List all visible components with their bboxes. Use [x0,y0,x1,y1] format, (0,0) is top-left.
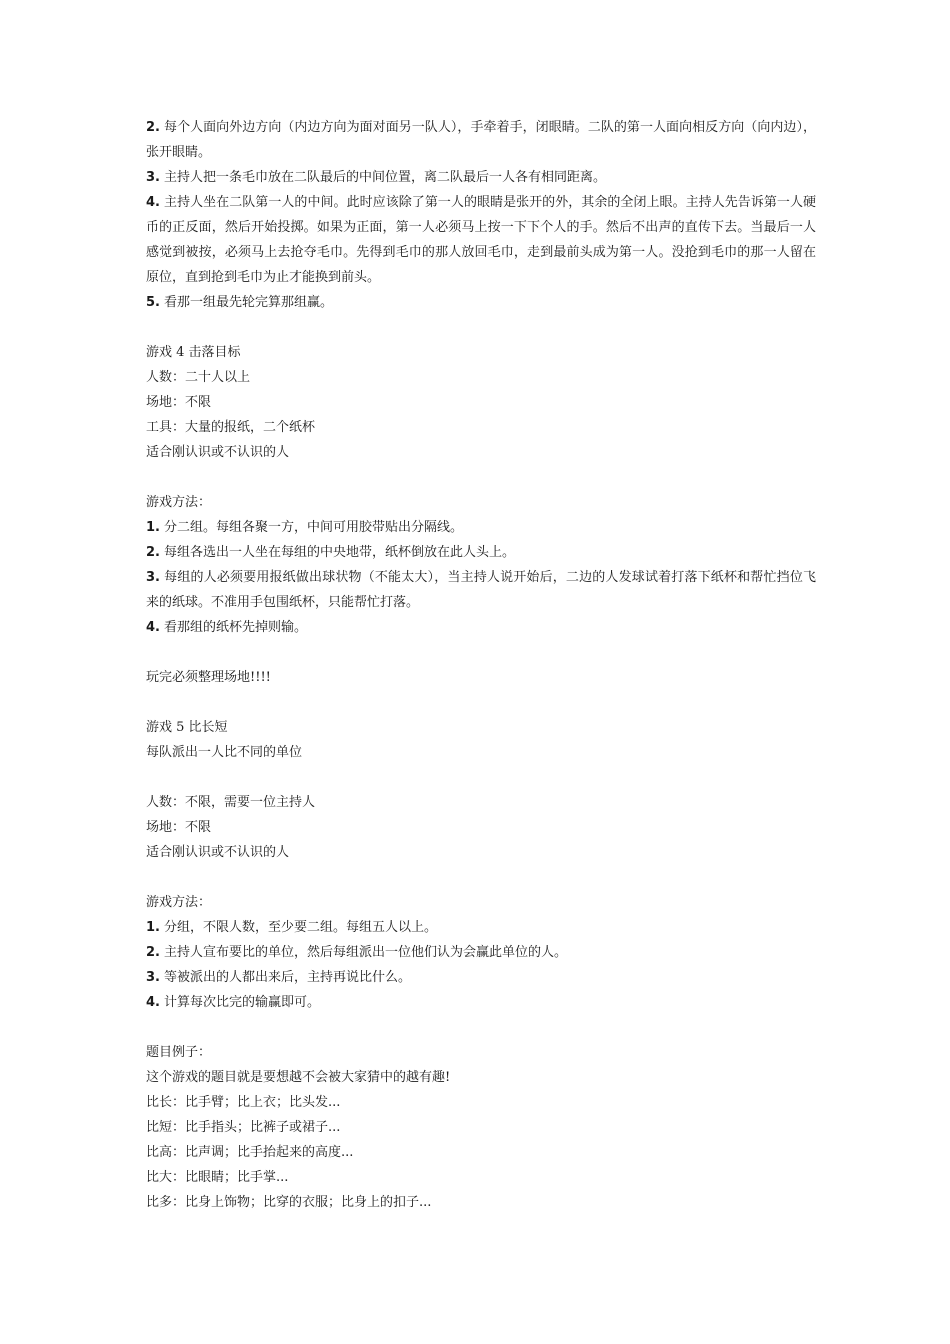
game5-examples-intro: 这个游戏的题目就是要想越不会被大家猜中的越有趣! [146,1070,451,1085]
game5-title: 游戏 5 比长短 [146,720,228,735]
game5-example-big: 比大：比眼睛；比手掌... [146,1170,289,1185]
game5-step-3: 3. 等被派出的人都出来后，主持再说比什么。 [146,970,411,985]
game4-step-2: 2. 每组各选出一人坐在每组的中央地带，纸杯倒放在此人头上。 [146,545,515,560]
game4-players: 人数：二十人以上 [146,370,251,385]
game5-step-2: 2. 主持人宣布要比的单位，然后每组派出一位他们认为会赢此单位的人。 [146,945,567,960]
game5-audience: 适合刚认识或不认识的人 [146,845,290,860]
game5-example-many: 比多：比身上饰物；比穿的衣服；比身上的扣子... [146,1195,432,1210]
document-page [146,115,816,1215]
game5-method-label: 游戏方法： [146,895,212,910]
game4-step-1: 1. 分二组。每组各聚一方，中间可用胶带贴出分隔线。 [146,520,463,535]
game5-example-high: 比高：比声调；比手抬起来的高度... [146,1145,354,1160]
game4-title: 游戏 4 击落目标 [146,345,241,360]
game5-subtitle: 每队派出一人比不同的单位 [146,745,303,760]
game4-tools: 工具：大量的报纸，二个纸杯 [146,420,316,435]
game4-note: 玩完必须整理场地!!!! [146,670,271,685]
game5-step-1: 1. 分组，不限人数，至少要二组。每组五人以上。 [146,920,437,935]
game4-step-4: 4. 看那组的纸杯先掉则输。 [146,620,307,635]
game5-players: 人数：不限，需要一位主持人 [146,795,316,810]
game5-venue: 场地：不限 [146,820,212,835]
game5-example-short: 比短：比手指头；比裤子或裙子... [146,1120,341,1135]
game4-step-3: 3. 每组的人必须要用报纸做出球状物（不能太大），当主持人说开始后，二边的人发球试着打落下纸杯和帮忙挡位飞来的纸球。不准用手包围纸杯，只能帮忙打落。 [146,570,816,610]
game5-examples-label: 题目例子： [146,1045,212,1060]
intro-step-4: 4. 主持人坐在二队第一人的中间。此时应该除了第一人的眼睛是张开的外，其余的全闭上眼。主持人先告诉第一人硬币的正反面，然后开始投掷。如果为正面，第一人必须马上按一下下个人的手。然后不出声的直传下去。当最后一人感觉到被按，必须马上去抢夺毛巾。先得到毛巾的那人放回毛巾，走到最前头成为第一人。没抢到毛巾的那一人留在原位，直到抢到毛巾为止才能换到前头。 [146,195,816,285]
game5-step-4: 4. 计算每次比完的输赢即可。 [146,995,320,1010]
intro-step-5: 5. 看那一组最先轮完算那组赢。 [146,295,333,310]
intro-step-2: 2. 每个人面向外边方向（内边方向为面对面另一队人），手牵着手，闭眼睛。二队的第一人面向相反方向（向内边），张开眼睛。 [146,120,816,160]
game4-venue: 场地：不限 [146,395,212,410]
intro-step-3: 3. 主持人把一条毛巾放在二队最后的中间位置，离二队最后一人各有相同距离。 [146,170,606,185]
game4-audience: 适合刚认识或不认识的人 [146,445,290,460]
game4-method-label: 游戏方法： [146,495,212,510]
game5-example-long: 比长：比手臂；比上衣；比头发... [146,1095,341,1110]
